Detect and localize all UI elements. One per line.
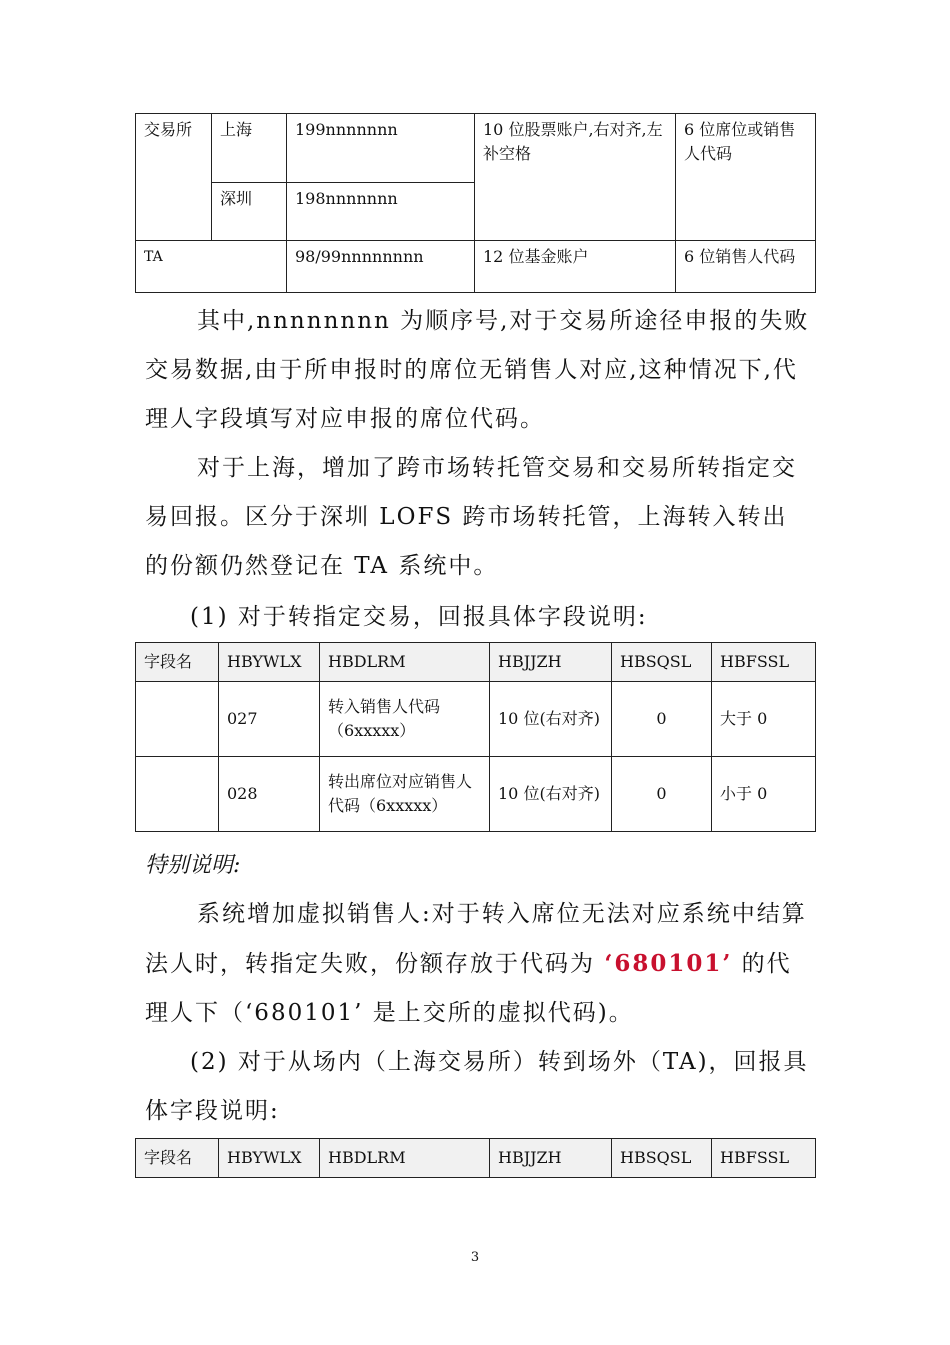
header-cell: HBYWLX bbox=[219, 1139, 320, 1178]
table-header-row bbox=[136, 1139, 816, 1178]
page-number: 3 bbox=[470, 1250, 480, 1265]
cell-exchange: 交易所 bbox=[136, 114, 212, 241]
cell-seat-code: 6 位席位或销售人代码 bbox=[676, 114, 816, 241]
table-cell: 10 位(右对齐) bbox=[490, 757, 612, 832]
table-cell: 转入销售人代码（6xxxxx） bbox=[320, 682, 490, 757]
table-cell: 027 bbox=[219, 682, 320, 757]
heading-designated-trade: (1) 对于转指定交易，回报具体字段说明: bbox=[190, 604, 648, 630]
table-row bbox=[136, 241, 816, 293]
table-row bbox=[136, 682, 816, 757]
cell-sh-code: 199nnnnnnn bbox=[287, 114, 475, 183]
designated-trade-field-table bbox=[135, 642, 816, 832]
header-cell: 字段名 bbox=[136, 1139, 219, 1178]
cell-seller-code: 6 位销售人代码 bbox=[676, 241, 816, 293]
table-cell: 小于 0 bbox=[712, 757, 816, 832]
virtual-code-highlight: ‘680101’ bbox=[604, 950, 733, 977]
header-cell: 字段名 bbox=[136, 643, 219, 682]
special-note-label: 特别说明: bbox=[145, 853, 241, 878]
header-cell: HBDLRM bbox=[320, 1139, 490, 1178]
header-cell: HBJJZH bbox=[490, 1139, 612, 1178]
table-cell: 028 bbox=[219, 757, 320, 832]
header-cell: HBYWLX bbox=[219, 643, 320, 682]
table-cell bbox=[136, 682, 219, 757]
virtual-seller-text-after: 的代理人下（‘680101’ 是上交所的虚拟代码)。 bbox=[145, 951, 792, 1026]
cell-sz-code: 198nnnnnnn bbox=[287, 183, 475, 241]
paragraph-virtual-seller bbox=[145, 890, 810, 1038]
table-cell: 0 bbox=[612, 757, 712, 832]
virtual-seller-text-before: 系统增加虚拟销售人:对于转入席位无法对应系统中结算法人时，转指定失败，份额存放于代码为 bbox=[145, 901, 807, 977]
exchange-to-ta-field-table bbox=[135, 1138, 816, 1178]
header-cell: HBDLRM bbox=[320, 643, 490, 682]
header-cell: HBFSSL bbox=[712, 1139, 816, 1178]
table-header-row bbox=[136, 643, 816, 682]
cell-ta: TA bbox=[136, 241, 287, 293]
cell-ta-code: 98/99nnnnnnnn bbox=[287, 241, 475, 293]
header-cell: HBSQSL bbox=[612, 1139, 712, 1178]
account-code-table bbox=[135, 113, 816, 293]
header-cell: HBJJZH bbox=[490, 643, 612, 682]
cell-shanghai: 上海 bbox=[212, 114, 287, 183]
header-cell: HBFSSL bbox=[712, 643, 816, 682]
header-cell: HBSQSL bbox=[612, 643, 712, 682]
cell-shenzhen: 深圳 bbox=[212, 183, 287, 241]
table-cell: 0 bbox=[612, 682, 712, 757]
table-cell: 转出席位对应销售人代码（6xxxxx） bbox=[320, 757, 490, 832]
table-row bbox=[136, 757, 816, 832]
table-cell: 大于 0 bbox=[712, 682, 816, 757]
table-row bbox=[136, 114, 816, 183]
cell-fund-account: 12 位基金账户 bbox=[475, 241, 676, 293]
heading-exchange-to-ta: (2) 对于从场内（上海交易所）转到场外（TA)，回报具体字段说明: bbox=[145, 1049, 809, 1124]
table-cell bbox=[136, 757, 219, 832]
paragraph-sequence-note: 其中,nnnnnnnn 为顺序号,对于交易所途径申报的失败交易数据,由于所申报时的席位无销售人对应,这种情况下,代理人字段填写对应申报的席位代码。 bbox=[145, 308, 810, 432]
paragraph-shanghai-note: 对于上海，增加了跨市场转托管交易和交易所转指定交易回报。区分于深圳 LOFS 跨市场转托管，上海转入转出的份额仍然登记在 TA 系统中。 bbox=[145, 455, 797, 579]
cell-stock-account: 10 位股票账户,右对齐,左补空格 bbox=[475, 114, 676, 241]
table-cell: 10 位(右对齐) bbox=[490, 682, 612, 757]
